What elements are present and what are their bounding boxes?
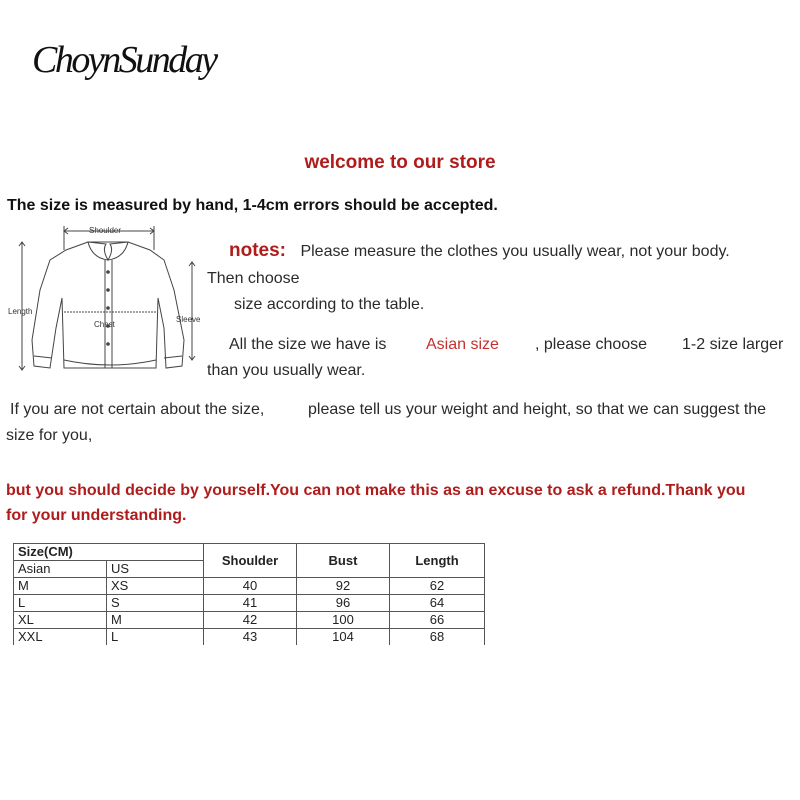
advice-text-1: If you are not certain about the size, [10, 401, 265, 418]
asian-size-cell: M [14, 578, 107, 595]
length-header: Length [390, 544, 485, 578]
table-row [14, 629, 485, 646]
measurement-note: The size is measured by hand, 1-4cm errors should be accepted. [7, 197, 498, 214]
shoulder-label: Shoulder [89, 226, 122, 235]
chest-label: Chest [94, 320, 115, 329]
length-cell: 68 [390, 629, 485, 646]
length-cell: 66 [390, 612, 485, 629]
notes-text-2: Then choose [207, 270, 300, 287]
size-cm-header: Size(CM) [14, 544, 204, 561]
advice-text-3: size for you, [6, 427, 93, 444]
asian-size-mid: , please choose [535, 336, 648, 353]
notes-label: notes: [229, 240, 286, 261]
bust-cell: 100 [297, 612, 390, 629]
us-size-cell: S [107, 595, 204, 612]
length-label: Length [8, 307, 33, 316]
asian-size-prefix: All the size we have is [229, 336, 387, 353]
table-row [14, 612, 485, 629]
asian-size-cell: XXL [14, 629, 107, 646]
asian-header: Asian [14, 561, 107, 578]
asian-size-cell: L [14, 595, 107, 612]
us-size-cell: M [107, 612, 204, 629]
shoulder-cell: 42 [204, 612, 297, 629]
notes-text-1: Please measure the clothes you usually wear, not your body. [300, 243, 730, 260]
bust-header: Bust [297, 544, 390, 578]
shoulder-header: Shoulder [204, 544, 297, 578]
asian-size-cell: XL [14, 612, 107, 629]
table-row [14, 578, 485, 595]
table-header-row [14, 544, 485, 561]
bust-cell: 96 [297, 595, 390, 612]
asian-size-larger: 1-2 size larger [682, 336, 784, 353]
bust-cell: 104 [297, 629, 390, 646]
us-size-cell: L [107, 629, 204, 646]
us-size-cell: XS [107, 578, 204, 595]
size-chart-table [13, 543, 485, 645]
asian-size-suffix: than you usually wear. [207, 362, 366, 379]
shirt-measurement-diagram [6, 220, 206, 390]
bust-cell: 92 [297, 578, 390, 595]
us-header: US [107, 561, 204, 578]
table-row [14, 595, 485, 612]
refund-disclaimer-2: for your understanding. [6, 507, 187, 524]
refund-disclaimer-1: but you should decide by yourself.You can not make this as an excuse to ask a refund.Thank you [6, 482, 746, 499]
length-cell: 64 [390, 595, 485, 612]
advice-text-2: please tell us your weight and height, so that we can suggest the [308, 401, 767, 418]
length-cell: 62 [390, 578, 485, 595]
notes-line-1 [229, 240, 730, 262]
welcome-heading: welcome to our store [304, 152, 496, 173]
asian-size-highlight: Asian size [426, 336, 499, 353]
shoulder-cell: 43 [204, 629, 297, 646]
shoulder-cell: 40 [204, 578, 297, 595]
notes-text-3: size according to the table. [234, 296, 425, 313]
brand-logo: ChoynSunday [32, 39, 216, 81]
sleeve-label: Sleeve [176, 315, 201, 324]
shoulder-cell: 41 [204, 595, 297, 612]
